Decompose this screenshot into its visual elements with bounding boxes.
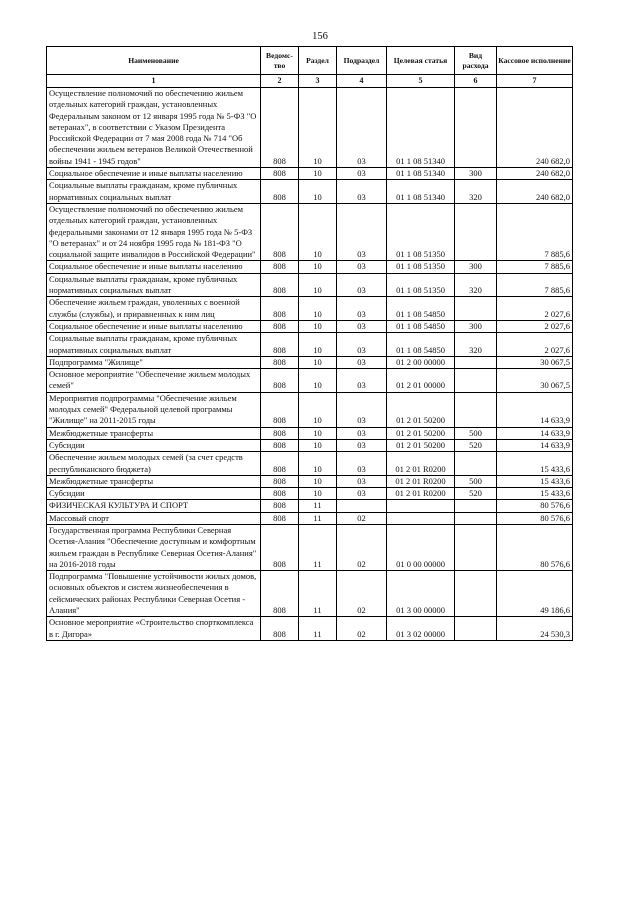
cell-dept: 808 [261, 261, 299, 273]
cell-name: Государственная программа Республики Северная Осетия-Алания "Обеспечение доступным и комфортным жильем граждан в Республике Северная Осетия-Алания" на 2016-2018 годы [47, 524, 261, 570]
cell-subsection [337, 500, 387, 512]
cell-amount: 7 885,6 [497, 273, 573, 297]
table-row [47, 500, 573, 512]
cell-subsection: 03 [337, 261, 387, 273]
cell-dept: 808 [261, 475, 299, 487]
cell-name: Основное мероприятие «Строительство спорткомплекса в г. Дигора» [47, 617, 261, 641]
cell-exp-type [455, 392, 497, 427]
cell-dept: 808 [261, 427, 299, 439]
header-target: Целевая статья [387, 47, 455, 75]
cell-exp-type: 300 [455, 320, 497, 332]
cell-amount: 240 682,0 [497, 88, 573, 168]
cell-section: 10 [299, 261, 337, 273]
cell-section: 10 [299, 297, 337, 321]
cell-section: 10 [299, 88, 337, 168]
cell-name: Социальное обеспечение и иные выплаты населению [47, 320, 261, 332]
cell-name: Социальное обеспечение и иные выплаты населению [47, 261, 261, 273]
table-row [47, 356, 573, 368]
cell-dept: 808 [261, 488, 299, 500]
cell-name: Осуществление полномочий по обеспечению жильем отдельных категорий граждан, установленных Федеральным законом от 12 января 1995 года № 5-ФЗ "О ветеранах", в соответствии с Указом Президента Российской Федерации от 7 мая 2008 года № 714 "Об обеспечении жильем ветеранов Великой Отечественной войны 1941 - 1945 годов" [47, 88, 261, 168]
table-row [47, 168, 573, 180]
cell-exp-type [455, 203, 497, 260]
cell-dept: 808 [261, 452, 299, 476]
cell-dept: 808 [261, 524, 299, 570]
cell-dept: 808 [261, 297, 299, 321]
cell-subsection: 03 [337, 320, 387, 332]
cell-subsection: 03 [337, 439, 387, 451]
cell-subsection: 03 [337, 297, 387, 321]
table-row [47, 297, 573, 321]
cell-name: Субсидии [47, 488, 261, 500]
header-exp-type: Вид расхода [455, 47, 497, 75]
cell-amount: 240 682,0 [497, 180, 573, 204]
cell-name: Обеспечение жильем молодых семей (за счет средств республиканского бюджета) [47, 452, 261, 476]
cell-amount: 240 682,0 [497, 168, 573, 180]
cell-section: 10 [299, 452, 337, 476]
cell-dept: 808 [261, 439, 299, 451]
cell-target: 01 2 01 R0200 [387, 475, 455, 487]
header-amount: Кассовое исполнение [497, 47, 573, 75]
cell-name: Обеспечение жильем граждан, уволенных с военной службы (службы), и приравненных к ним лиц [47, 297, 261, 321]
cell-dept: 808 [261, 168, 299, 180]
cell-subsection: 03 [337, 392, 387, 427]
cell-name: Межбюджетные трансферты [47, 475, 261, 487]
table-row [47, 512, 573, 524]
cell-exp-type [455, 571, 497, 617]
cell-name: Социальные выплаты гражданам, кроме публичных нормативных социальных выплат [47, 273, 261, 297]
cell-section: 11 [299, 524, 337, 570]
cell-exp-type: 500 [455, 475, 497, 487]
column-number: 4 [337, 75, 387, 88]
table-row [47, 617, 573, 641]
cell-section: 10 [299, 427, 337, 439]
cell-section: 11 [299, 512, 337, 524]
cell-target: 01 2 01 R0200 [387, 452, 455, 476]
cell-target: 01 2 01 R0200 [387, 488, 455, 500]
cell-subsection: 03 [337, 273, 387, 297]
cell-target: 01 1 08 51340 [387, 168, 455, 180]
table-row [47, 320, 573, 332]
cell-exp-type: 320 [455, 333, 497, 357]
cell-exp-type [455, 512, 497, 524]
cell-dept: 808 [261, 571, 299, 617]
cell-amount: 24 530,3 [497, 617, 573, 641]
column-number: 3 [299, 75, 337, 88]
cell-name: Мероприятия подпрограммы "Обеспечение жильем молодых семей" Федеральной целевой программы "Жилище" на 2011-2015 годы [47, 392, 261, 427]
cell-subsection: 02 [337, 512, 387, 524]
cell-exp-type [455, 356, 497, 368]
cell-subsection: 03 [337, 452, 387, 476]
cell-target: 01 1 08 54850 [387, 320, 455, 332]
cell-amount: 30 067,5 [497, 356, 573, 368]
cell-subsection: 02 [337, 524, 387, 570]
cell-section: 10 [299, 203, 337, 260]
cell-amount: 7 885,6 [497, 261, 573, 273]
cell-amount: 14 633,9 [497, 392, 573, 427]
cell-name: Межбюджетные трансферты [47, 427, 261, 439]
cell-target: 01 1 08 54850 [387, 333, 455, 357]
table-row [47, 524, 573, 570]
cell-name: Социальные выплаты гражданам, кроме публичных нормативных социальных выплат [47, 180, 261, 204]
cell-name: Подпрограмма "Жилище" [47, 356, 261, 368]
cell-target: 01 1 08 51350 [387, 203, 455, 260]
cell-target: 01 1 08 51350 [387, 261, 455, 273]
header-subsection: Подраздел [337, 47, 387, 75]
cell-section: 10 [299, 475, 337, 487]
cell-dept: 808 [261, 320, 299, 332]
cell-exp-type: 520 [455, 488, 497, 500]
table-row [47, 439, 573, 451]
table-row [47, 488, 573, 500]
cell-subsection: 03 [337, 168, 387, 180]
cell-amount: 2 027,6 [497, 320, 573, 332]
cell-section: 10 [299, 333, 337, 357]
cell-name: Основное мероприятие "Обеспечение жильем молодых семей" [47, 369, 261, 393]
cell-target: 01 3 00 00000 [387, 571, 455, 617]
cell-name: Осуществление полномочий по обеспечению жильем отдельных категорий граждан, установленных федеральными законами от 12 января 1995 года № 5-ФЗ "О ветеранах" и от 24 ноября 1995 года № 181-ФЗ "О социальной защите инвалидов в Российской Федерации" [47, 203, 261, 260]
cell-exp-type [455, 88, 497, 168]
cell-name: Субсидии [47, 439, 261, 451]
cell-name: Массовый спорт [47, 512, 261, 524]
cell-section: 10 [299, 369, 337, 393]
cell-subsection: 03 [337, 356, 387, 368]
cell-amount: 7 885,6 [497, 203, 573, 260]
cell-amount: 80 576,6 [497, 500, 573, 512]
cell-exp-type [455, 297, 497, 321]
cell-subsection: 03 [337, 369, 387, 393]
cell-exp-type [455, 524, 497, 570]
cell-dept: 808 [261, 333, 299, 357]
table-row [47, 571, 573, 617]
column-number: 6 [455, 75, 497, 88]
cell-section: 10 [299, 320, 337, 332]
page-number: 156 [312, 31, 328, 42]
cell-amount: 14 633,9 [497, 427, 573, 439]
cell-dept: 808 [261, 617, 299, 641]
cell-name: Социальное обеспечение и иные выплаты населению [47, 168, 261, 180]
cell-name: Социальные выплаты гражданам, кроме публичных нормативных социальных выплат [47, 333, 261, 357]
cell-section: 10 [299, 439, 337, 451]
cell-dept: 808 [261, 273, 299, 297]
cell-target: 01 2 01 50200 [387, 439, 455, 451]
cell-target: 01 1 08 51340 [387, 88, 455, 168]
table-row [47, 452, 573, 476]
cell-exp-type: 500 [455, 427, 497, 439]
cell-section: 10 [299, 488, 337, 500]
cell-exp-type: 300 [455, 261, 497, 273]
cell-exp-type: 320 [455, 180, 497, 204]
cell-target: 01 3 02 00000 [387, 617, 455, 641]
cell-subsection: 03 [337, 203, 387, 260]
column-number-row [47, 75, 573, 88]
cell-section: 10 [299, 180, 337, 204]
cell-target: 01 2 01 00000 [387, 369, 455, 393]
cell-section: 11 [299, 617, 337, 641]
cell-target: 01 1 08 51340 [387, 180, 455, 204]
cell-section: 10 [299, 356, 337, 368]
cell-amount: 14 633,9 [497, 439, 573, 451]
column-number: 5 [387, 75, 455, 88]
cell-target: 01 0 00 00000 [387, 524, 455, 570]
cell-amount: 49 186,6 [497, 571, 573, 617]
cell-dept: 808 [261, 392, 299, 427]
cell-dept: 808 [261, 88, 299, 168]
cell-subsection: 02 [337, 617, 387, 641]
budget-table [46, 46, 573, 641]
header-section: Раздел [299, 47, 337, 75]
column-number: 1 [47, 75, 261, 88]
cell-subsection: 03 [337, 488, 387, 500]
cell-section: 11 [299, 500, 337, 512]
column-number: 2 [261, 75, 299, 88]
cell-subsection: 03 [337, 475, 387, 487]
cell-subsection: 02 [337, 571, 387, 617]
cell-exp-type: 320 [455, 273, 497, 297]
cell-exp-type [455, 452, 497, 476]
cell-target: 01 2 01 50200 [387, 392, 455, 427]
table-row [47, 475, 573, 487]
cell-subsection: 03 [337, 180, 387, 204]
cell-target: 01 1 08 51350 [387, 273, 455, 297]
cell-amount: 80 576,6 [497, 512, 573, 524]
cell-target: 01 1 08 54850 [387, 297, 455, 321]
header-dept: Ведомс-тво [261, 47, 299, 75]
column-number: 7 [497, 75, 573, 88]
table-row [47, 180, 573, 204]
cell-name: ФИЗИЧЕСКАЯ КУЛЬТУРА И СПОРТ [47, 500, 261, 512]
cell-target [387, 500, 455, 512]
cell-target [387, 512, 455, 524]
cell-dept: 808 [261, 180, 299, 204]
cell-amount: 15 433,6 [497, 488, 573, 500]
cell-exp-type: 300 [455, 168, 497, 180]
cell-exp-type [455, 500, 497, 512]
table-row [47, 88, 573, 168]
table-row [47, 333, 573, 357]
cell-dept: 808 [261, 356, 299, 368]
cell-target: 01 2 01 50200 [387, 427, 455, 439]
cell-section: 11 [299, 571, 337, 617]
table-body [47, 88, 573, 641]
header-row [47, 47, 573, 75]
cell-amount: 15 433,6 [497, 475, 573, 487]
cell-dept: 808 [261, 500, 299, 512]
table-row [47, 392, 573, 427]
cell-exp-type: 520 [455, 439, 497, 451]
cell-name: Подпрограмма "Повышение устойчивости жилых домов, основных объектов и систем жизнеобеспечения в сейсмических районах Республики Северная Осетия - Алания" [47, 571, 261, 617]
table-row [47, 273, 573, 297]
cell-subsection: 03 [337, 333, 387, 357]
cell-exp-type [455, 369, 497, 393]
cell-dept: 808 [261, 203, 299, 260]
cell-amount: 30 067,5 [497, 369, 573, 393]
cell-amount: 2 027,6 [497, 297, 573, 321]
table-row [47, 427, 573, 439]
cell-section: 10 [299, 168, 337, 180]
table-row [47, 203, 573, 260]
cell-dept: 808 [261, 512, 299, 524]
cell-amount: 15 433,6 [497, 452, 573, 476]
cell-subsection: 03 [337, 88, 387, 168]
table-row [47, 261, 573, 273]
header-name: Наименование [47, 47, 261, 75]
cell-amount: 2 027,6 [497, 333, 573, 357]
cell-exp-type [455, 617, 497, 641]
cell-dept: 808 [261, 369, 299, 393]
table-row [47, 369, 573, 393]
cell-subsection: 03 [337, 427, 387, 439]
cell-section: 10 [299, 273, 337, 297]
cell-amount: 80 576,6 [497, 524, 573, 570]
cell-section: 10 [299, 392, 337, 427]
cell-target: 01 2 00 00000 [387, 356, 455, 368]
